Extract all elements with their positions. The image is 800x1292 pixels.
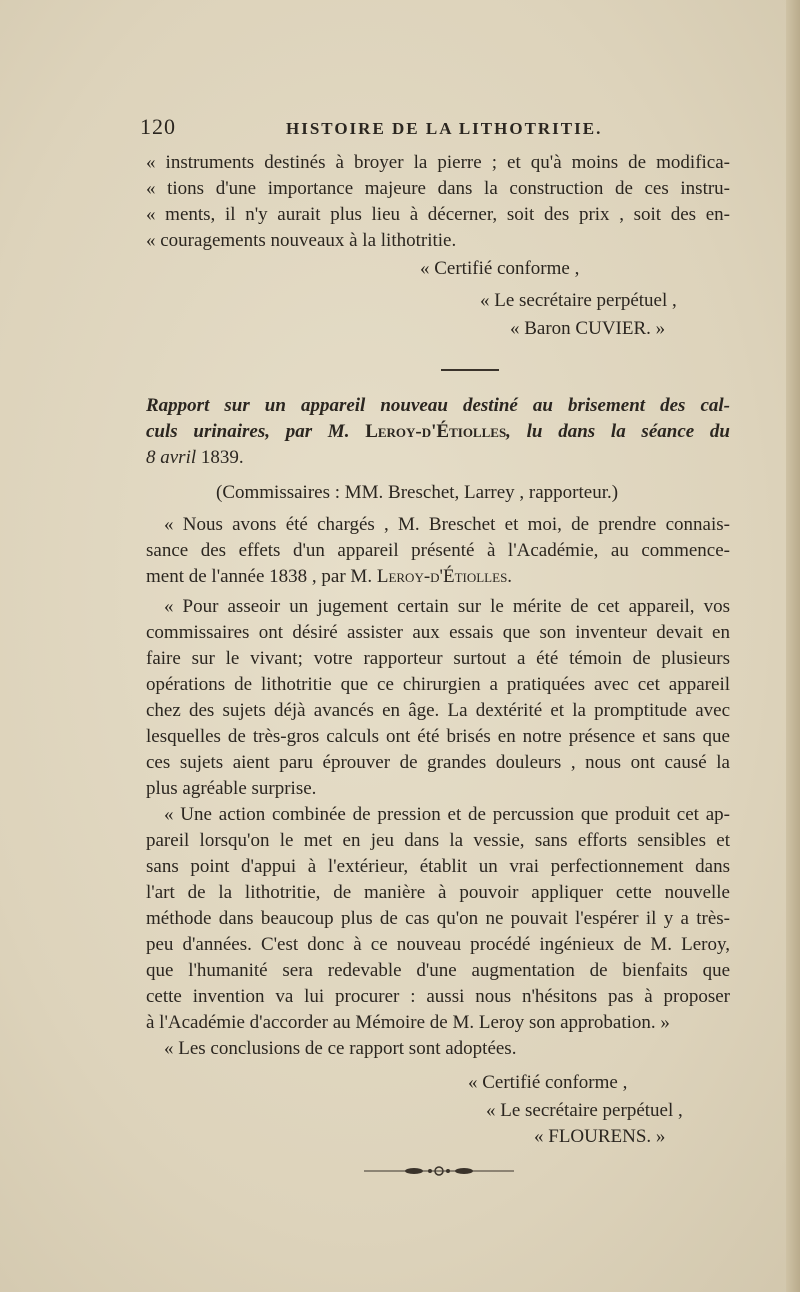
paragraph-line: sans point d'appui à l'extérieur, établit un vrai perfectionnement dans — [146, 856, 730, 877]
paragraph-line: lesquelles de très-gros calculs ont été brisés en notre présence et sans que — [146, 726, 730, 747]
paragraph-line: plus agréable surprise. — [146, 778, 317, 799]
commissaires: (Commissaires : MM. Breschet, Larrey , rapporteur.) — [216, 482, 619, 503]
running-title: HISTOIRE DE LA LITHOTRITIE. — [286, 119, 603, 138]
quote-line: « couragements nouveaux à la lithotritie. — [146, 230, 457, 251]
paragraph-line — [146, 564, 730, 590]
secretaire-perpetuel: « Le secrétaire perpétuel , — [480, 290, 677, 311]
certifie-conforme: « Certifié conforme , — [420, 258, 580, 279]
paragraph-line: à l'Académie d'accorder au Mémoire de M. Leroy son approbation. » — [146, 1012, 670, 1033]
author-name: Leroy-d'Étiolles — [376, 566, 508, 587]
paragraph-line: commissaires ont désiré assister aux essais que son inventeur devait en — [146, 622, 730, 643]
paragraph-line: « Nous avons été chargés , M. Breschet et moi, de prendre connais- — [164, 514, 730, 535]
secretaire-perpetuel: « Le secrétaire perpétuel , — [486, 1100, 683, 1121]
quote-line: « tions d'une importance majeure dans la construction de ces instru- — [146, 178, 730, 199]
signatory-name: « Baron CUVIER. » — [510, 318, 666, 339]
paragraph-line: chez des sujets déjà avancés en âge. La dextérité et la promptitude avec — [146, 700, 730, 721]
paragraph-line: que l'humanité sera redevable d'une augmentation de bienfaits que — [146, 960, 730, 981]
paragraph-line: ces sujets aient paru éprouver de grandes douleurs , nous ont causé la — [146, 752, 730, 773]
paragraph-line: cette invention va lui procurer : aussi nous n'hésitons pas à proposer — [146, 986, 730, 1007]
paragraph-line: faire sur le vivant; votre rapporteur surtout a été témoin de plusieurs — [146, 648, 730, 669]
paragraph-text: ment de l'année 1838 , par M. — [146, 566, 377, 587]
report-date — [146, 445, 730, 471]
report-title-text: , lu dans la séance du — [506, 421, 730, 442]
report-date-text: 8 avril — [146, 447, 201, 468]
certifie-conforme: « Certifié conforme , — [468, 1072, 628, 1093]
conclusion-line: « Les conclusions de ce rapport sont adoptées. — [164, 1038, 517, 1059]
paragraph-line: « Une action combinée de pression et de percussion que produit cet ap- — [164, 804, 730, 825]
paragraph-text: . — [507, 566, 513, 587]
paragraph-line: peu d'années. C'est donc à ce nouveau procédé ingénieux de M. Leroy, — [146, 934, 730, 955]
quote-line: « ments, il n'y aurait plus lieu à décerner, soit des prix , soit des en- — [146, 204, 730, 225]
quote-line: « instruments destinés à broyer la pierre ; et qu'à moins de modifica- — [146, 152, 730, 173]
signatory-name: « FLOURENS. » — [534, 1126, 666, 1147]
page-header — [140, 114, 740, 142]
page-number: 120 — [140, 114, 176, 139]
report-title-text: culs urinaires, par M. — [146, 421, 366, 442]
report-year: 1839. — [200, 447, 244, 468]
report-author: Leroy-d'Étiolles — [365, 421, 507, 442]
paragraph-line: pareil lorsqu'on le met en jeu dans la vessie, sans efforts sensibles et — [146, 830, 730, 851]
report-title-line: Rapport sur un appareil nouveau destiné au brisement des cal- — [146, 395, 730, 416]
paragraph-line: méthode dans beaucoup plus de cas qu'on ne pouvait l'espérer il y a très- — [146, 908, 730, 929]
page-edge — [786, 0, 800, 1292]
fleuron-divider-icon — [364, 1164, 514, 1176]
paragraph-line: l'art de la lithotritie, de manière à pouvoir appliquer cette nouvelle — [146, 882, 730, 903]
section-rule — [441, 369, 499, 371]
paragraph-line: sance des effets d'un appareil présenté à l'Académie, au commence- — [146, 540, 730, 561]
report-title-line — [146, 419, 730, 445]
paragraph-line: opérations de lithotritie que ce chirurgien a pratiquées avec cet appareil — [146, 674, 730, 695]
paragraph-line: « Pour asseoir un jugement certain sur le mérite de cet appareil, vos — [164, 596, 730, 617]
